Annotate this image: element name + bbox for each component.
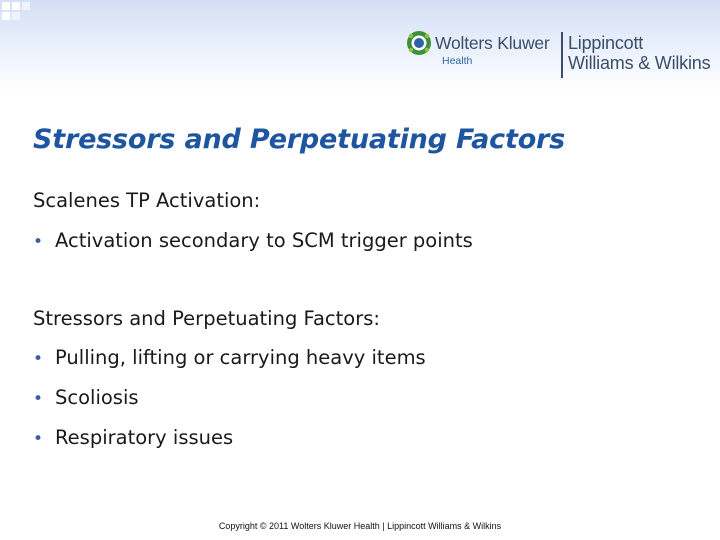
bullet-icon: • [33,349,44,369]
section-heading-stressors: Stressors and Perpetuating Factors: [33,307,380,330]
bullet-text: Respiratory issues [55,426,234,449]
logo-divider [561,32,563,78]
slide-title: Stressors and Perpetuating Factors [33,124,566,155]
bullet-icon: • [33,232,44,252]
bullet-icon: • [33,389,44,409]
bullet-item [33,346,426,369]
imprint-line-1: Lippincott [568,33,644,53]
publisher-name: Wolters Kluwer [435,33,550,53]
bullet-item [33,426,233,449]
imprint-line-2: Williams & Wilkins [568,53,711,73]
corner-decoration [0,0,40,22]
bullet-text: Pulling, lifting or carrying heavy items [55,346,426,369]
footer-copyright: Copyright © 2011 Wolters Kluwer Health | Lippincott Williams & Wilkins [218,521,502,531]
bullet-text: Scoliosis [55,386,139,409]
bullet-item [33,386,139,409]
bullet-item [33,229,473,252]
publisher-logo [406,30,718,80]
bullet-text: Activation secondary to SCM trigger points [55,229,473,252]
section-heading-scalenes: Scalenes TP Activation: [33,189,261,212]
globe-icon [406,30,432,56]
publisher-division: Health [442,55,473,67]
bullet-icon: • [33,429,44,449]
